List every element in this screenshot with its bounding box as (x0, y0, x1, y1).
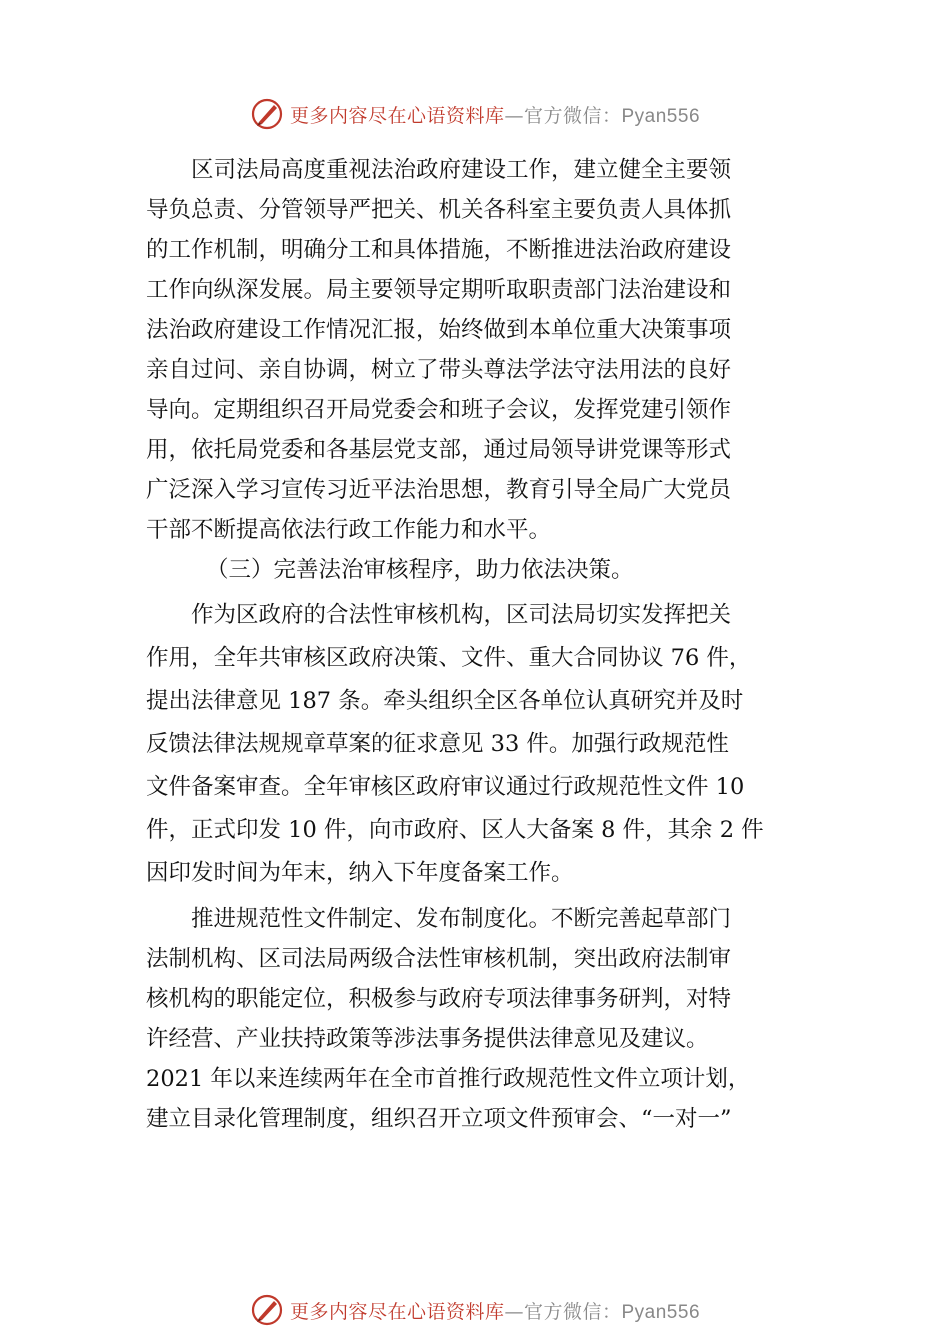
text-line: 作用，全年共审核区政府决策、文件、重大合同协议 76 件， (146, 645, 752, 671)
banner-prefix: 更多内容尽在心语资料库 (289, 104, 505, 127)
banner-wechat: Pyan556 (621, 105, 701, 127)
text-line: 的工作机制，明确分工和具体措施，不断推进法治政府建设 (146, 237, 732, 263)
text-line: 广泛深入学习宣传习近平法治思想，教育引导全局广大党员 (146, 477, 732, 503)
document-body (146, 150, 808, 1139)
text-line: 干部不断提高依法行政工作能力和水平。 (146, 517, 552, 543)
text-line: 工作向纵深发展。局主要领导定期听取职责部门法治建设和 (146, 277, 732, 303)
text-line: 用，依托局党委和各基层党支部，通过局领导讲党课等形式 (146, 437, 732, 463)
text-line: 法治政府建设工作情况汇报，始终做到本单位重大决策事项 (146, 317, 732, 343)
text-line: 反馈法律法规规章草案的征求意见 33 件。加强行政规范性 (146, 731, 729, 757)
banner-dash: —官方微信： (504, 1300, 622, 1323)
text-line: 件，正式印发 10 件，向市政府、区人大备案 8 件，其余 2 件 (146, 817, 764, 843)
text-line: 导向。定期组织召开局党委会和班子会议，发挥党建引领作 (146, 397, 732, 423)
text-line: 建立目录化管理制度，组织召开立项文件预审会、“一对一” (146, 1106, 732, 1132)
banner-prefix: 更多内容尽在心语资料库 (289, 1300, 505, 1323)
pen-logo-icon (250, 97, 284, 131)
footer-banner (0, 1290, 950, 1330)
section-heading: （三）完善法治审核程序，助力依法决策。 (206, 557, 634, 583)
text-line: 作为区政府的合法性审核机构，区司法局切实发挥把关 (146, 602, 732, 628)
text-line: 导负总责、分管领导严把关、机关各科室主要负责人具体抓 (146, 197, 732, 223)
paragraph-2 (146, 594, 808, 895)
header-banner (0, 94, 950, 134)
text-line: 核机构的职能定位，积极参与政府专项法律事务研判，对特 (146, 986, 732, 1012)
text-line: 2021 年以来连续两年在全市首推行政规范性文件立项计划， (146, 1066, 751, 1092)
paragraph-1 (146, 150, 808, 550)
banner-text (290, 101, 700, 128)
text-line: 因印发时间为年末，纳入下年度备案工作。 (146, 860, 574, 886)
banner-dash: —官方微信： (504, 104, 622, 127)
text-line: 法制机构、区司法局两级合法性审核机制，突出政府法制审 (146, 946, 732, 972)
pen-logo-icon (250, 1293, 284, 1327)
paragraph-3 (146, 899, 808, 1139)
text-line: 提出法律意见 187 条。牵头组织全区各单位认真研究并及时 (146, 688, 744, 714)
text-line: 推进规范性文件制定、发布制度化。不断完善起草部门 (146, 906, 732, 932)
banner-text (290, 1297, 700, 1324)
text-line: 许经营、产业扶持政策等涉法事务提供法律意见及建议。 (146, 1026, 709, 1052)
banner-wechat: Pyan556 (621, 1301, 701, 1323)
text-line: 区司法局高度重视法治政府建设工作，建立健全主要领 (146, 157, 732, 183)
text-line: 亲自过问、亲自协调，树立了带头尊法学法守法用法的良好 (146, 357, 732, 383)
text-line: 文件备案审查。全年审核区政府审议通过行政规范性文件 10 (146, 774, 745, 800)
